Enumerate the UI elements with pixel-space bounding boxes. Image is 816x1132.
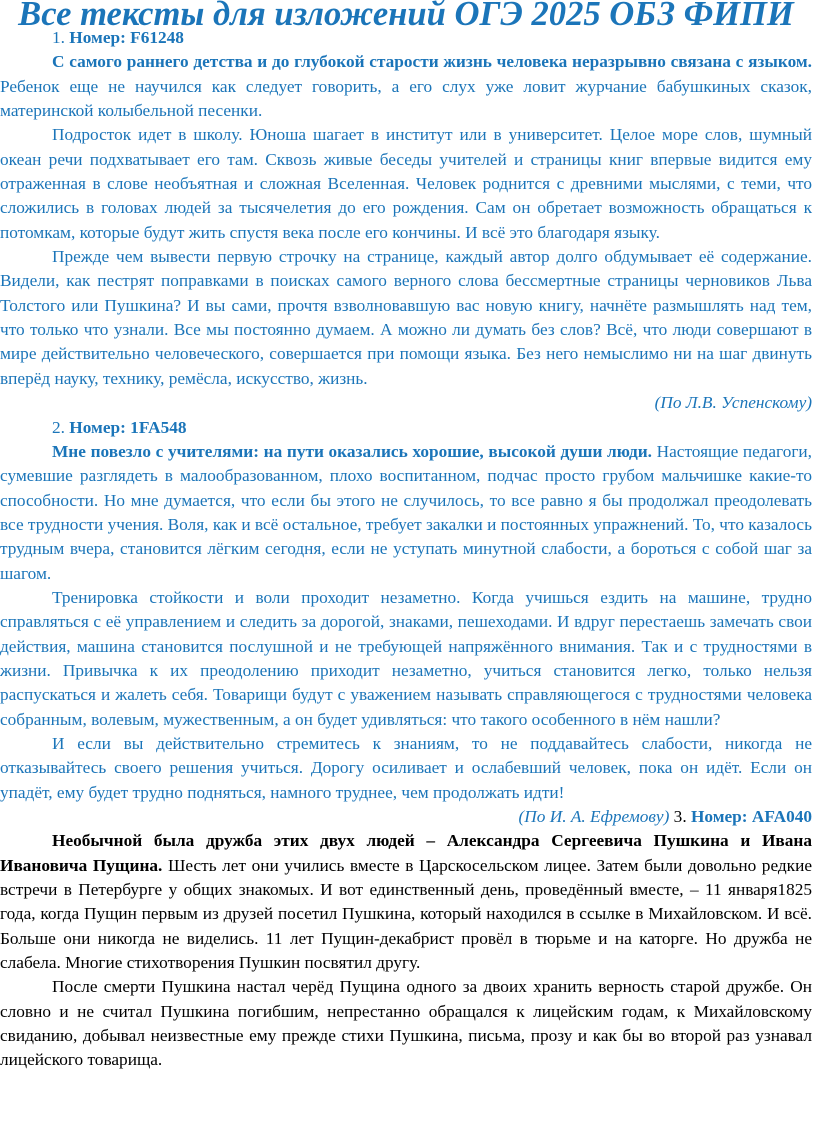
text-2-paragraph-3: И если вы действительно стремитесь к знаниям, то не поддавайтесь слабости, никогда не отказывайтесь своего решения учиться. Дорогу осиливает и ослабевший человек, пока он идёт. Если он упадёт, ему будет трудно подняться, намного труднее, чем продолжать идти!	[0, 733, 812, 802]
text-3	[0, 829, 812, 1072]
text-2-author: (По И. А. Ефремову)	[518, 807, 670, 826]
text-2-lead-sentence: Мне повезло с учителями: на пути оказались хорошие, высокой души люди.	[52, 441, 652, 461]
text-3-label: Номер: AFA040	[686, 807, 812, 826]
text-3-paragraph-1	[0, 829, 812, 975]
text-3-paragraph-2: После смерти Пушкина настал черёд Пущина одного за двоих хранить верность старой дружбе. Он словно и не считал Пушкина погибшим, непрестанно обращался к лицейским годам, к Михайловскому свиданию, добывал неизвестные ему прежде стихи Пушкина, письма, прозу и как бы во второй раз узнавал лицейского товарища.	[0, 977, 812, 1070]
text-2-number: 2.	[52, 417, 65, 437]
text-1-paragraph-3: Прежде чем вывести первую строчку на странице, каждый автор долго обдумывает её содержание. Видели, как пестрят поправками в поисках самого верного слова бессмертные страницы черновиков Льва Толстого или Пушкина? И вы сами, прочтя взволновавшую вас новую книгу, начнёте размышлять над тем, что только что узнали. Все мы постоянно думаем. А можно ли думать без слов? Всё, что люди совершают в мире действительно человеческого, совершается при помощи языка. Без него немыслимо ни на шаг двинуть вперёд науку, технику, ремёсла, искусство, жизнь.	[0, 247, 812, 388]
text-1-lead-sentence: С самого раннего детства и до глубокой старости жизнь человека неразрывно связана с языком.	[52, 52, 812, 72]
text-1-label: Номер: F61248	[69, 28, 184, 47]
text-2-p1-rest: Настоящие педагоги, сумевшие разглядеть в малообразованном, плохо воспитанном, подчас просто грубом мальчишке какие-то способности. Но мне думается, что если бы этого не случилось, то все равно я бы продолжал преодолевать все трудности учения. Воля, как и всё остальное, требует закалки и постоянных упражнений. То, что казалось трудным вчера, становится лёгким сегодня, если не уступать минутной слабости, а бороться с собой шаг за шагом.	[0, 441, 812, 583]
text-2-paragraph-1	[0, 440, 812, 586]
text-2-label: Номер: 1FA548	[69, 417, 187, 437]
text-2	[0, 416, 812, 830]
text-1-paragraph-1	[0, 50, 812, 123]
text-3-number: 3.	[669, 807, 687, 826]
text-1-number: 1.	[52, 28, 65, 47]
text-1	[0, 26, 812, 416]
text-1-author: (По Л.В. Успенскому)	[654, 393, 812, 413]
text-3-heading	[669, 807, 812, 826]
text-1-paragraph-2: Подросток идет в школу. Юноша шагает в институт или в университет. Целое море слов, шумный океан речи подхватывает его там. Сквозь живые беседы учителей и страницы книг впервые видится ему отраженная в слове необъятная и сложная Вселенная. Человек роднится с древними мыслями, с теми, что сложились в головах людей за тысячелетия до его рождения. Сам он обретает возможность обращаться к потомкам, которые будут жить спустя века после его кончины. И всё это благодаря языку.	[0, 125, 812, 242]
text-2-author-line	[0, 805, 812, 829]
text-2-paragraph-2: Тренировка стойкости и воли проходит незаметно. Когда учишься ездить на машине, трудно справляться с её управлением и следить за дорогой, знаками, пешеходами. И вдруг перестаешь замечать свои действия, машина становится послушной и не требующей напряжённого внимания. Так и с трудностями в жизни. Привычка к их преодолению приходит незаметно, учиться становится легко, только нельзя распускаться и жалеть себя. Товарищи будут с уважением называть справляющегося с трудностями человека собранным, волевым, мужественным, а он будет удивляться: что такого особенного в нём нашли?	[0, 587, 812, 729]
text-2-heading	[0, 416, 812, 440]
text-1-p1-rest: Ребенок еще не научился как следует говорить, а его слух уже ловит журчание бабушкиных сказок, материнской колыбельной песенки.	[0, 76, 812, 121]
document-title: Все тексты для изложений ОГЭ 2025 ОБЗ ФИПИ	[18, 0, 794, 33]
text-3-lead-sentence: Необычной была дружба этих двух людей – Александра Сергеевича Пушкина и Ивана Ивановича Пущина.	[0, 831, 812, 875]
text-3-p1-rest: Шесть лет они учились вместе в Царскосельском лицее. Затем были довольно редкие встречи в Петербурге у общих знакомых. И вот единственный день, проведённый вместе, – 11 января1825 года, когда Пущин первым из друзей посетил Пушкина, который находился в ссылке в Михайловском. И всё. Больше они никогда не виделись. 11 лет Пущин-декабрист провёл в тюрьме и на каторге. Но дружба не слабела. Многие стихотворения Пушкин посвятил другу.	[0, 855, 812, 973]
